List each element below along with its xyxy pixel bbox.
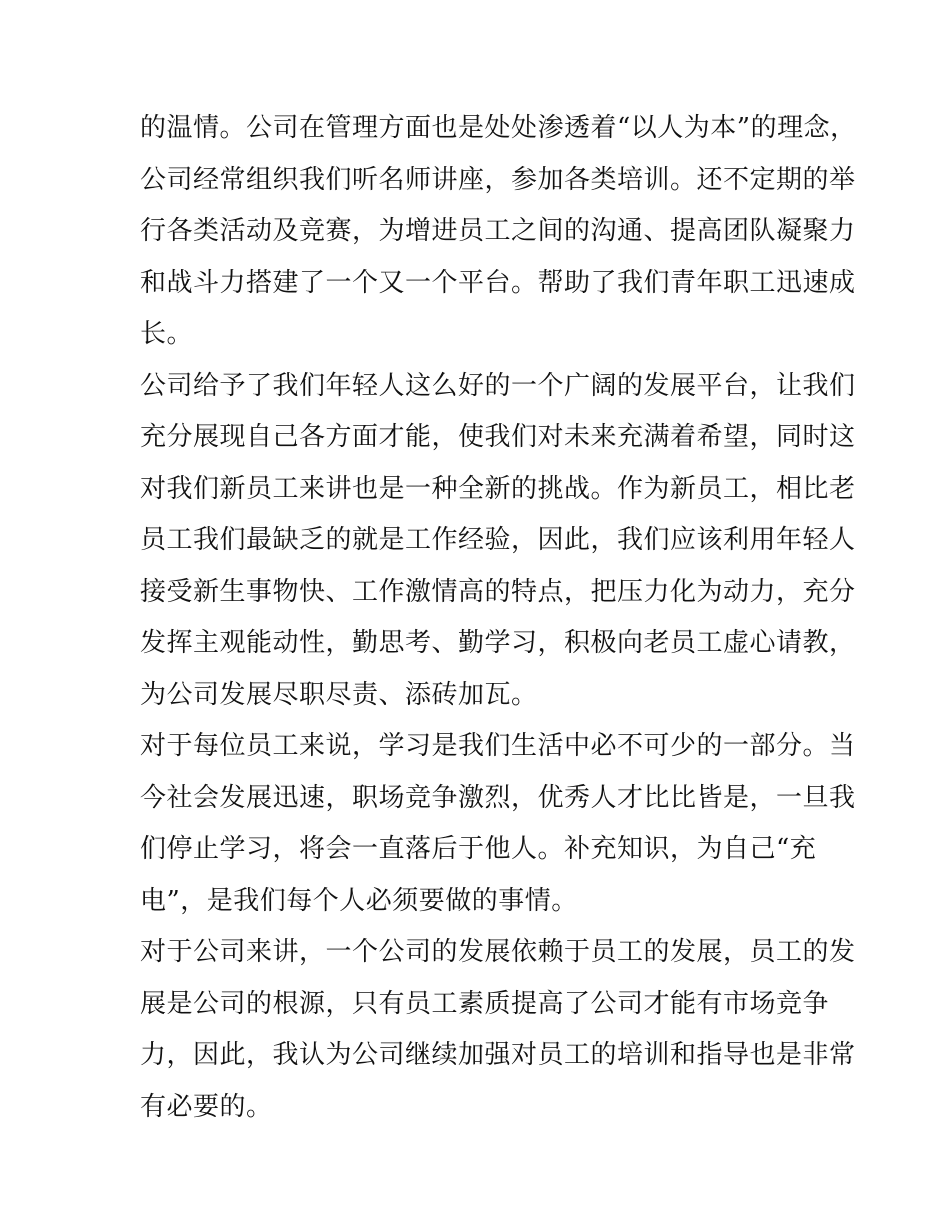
text-line: 电”，是我们每个人必须要做的事情。 bbox=[140, 885, 578, 916]
text-line: 充分展现自己各方面才能，使我们对未来充满着希望，同时这 bbox=[140, 422, 856, 452]
text-line: 对于每位员工来说，学习是我们生活中必不可少的一部分。当 bbox=[140, 731, 856, 761]
text-line: 长。 bbox=[140, 319, 194, 349]
text-line: 对我们新员工来讲也是一种全新的挑战。作为新员工，相比老 bbox=[140, 473, 856, 504]
text-line: 对于公司来讲，一个公司的发展依赖于员工的发展，员工的发 bbox=[140, 937, 856, 967]
text-line: 公司给予了我们年轻人这么好的一个广阔的发展平台，让我们 bbox=[140, 370, 856, 401]
text-line: 们停止学习，将会一直落后于他人。补充知识，为自己“充 bbox=[140, 834, 817, 864]
text-line: 有必要的。 bbox=[140, 1091, 273, 1122]
text-line: 和战斗力搭建了一个又一个平台。帮助了我们青年职工迅速成 bbox=[140, 267, 856, 298]
text-line: 行各类活动及竞赛，为增进员工之间的沟通、提高团队凝聚力 bbox=[140, 216, 856, 246]
text-line: 员工我们最缺乏的就是工作经验，因此，我们应该利用年轻人 bbox=[140, 525, 856, 555]
text-line: 今社会发展迅速，职场竞争激烈，优秀人才比比皆是，一旦我 bbox=[140, 782, 856, 813]
text-line: 的温情。公司在管理方面也是处处渗透着“以人为本”的理念， bbox=[140, 113, 857, 143]
text-line: 为公司发展尽职尽责、添砖加瓦。 bbox=[140, 679, 538, 710]
text-line: 展是公司的根源，只有员工素质提高了公司才能有市场竞争 bbox=[140, 988, 830, 1019]
text-line: 力，因此，我认为公司继续加强对员工的培训和指导也是非常 bbox=[140, 1040, 856, 1070]
text-line: 公司经常组织我们听名师讲座，参加各类培训。还不定期的举 bbox=[140, 164, 856, 195]
document-body bbox=[140, 103, 857, 1133]
text-line: 接受新生事物快、工作激情高的特点，把压力化为动力，充分 bbox=[140, 576, 856, 607]
text-line: 发挥主观能动性，勤思考、勤学习，积极向老员工虚心请教， bbox=[140, 628, 856, 658]
